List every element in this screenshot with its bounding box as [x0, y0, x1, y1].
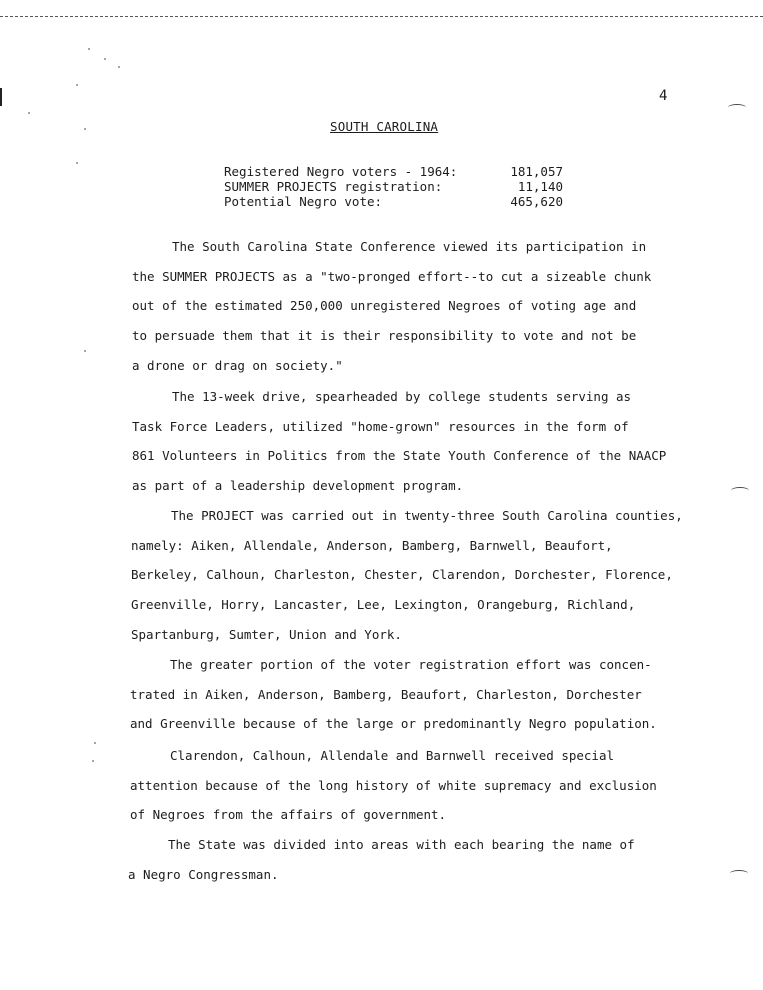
paragraph — [128, 830, 635, 889]
page-number: 4 — [659, 88, 668, 104]
text-line: as part of a leadership development program. — [132, 478, 464, 494]
binding-mark — [0, 88, 2, 106]
text-line: The PROJECT was carried out in twenty-three South Carolina counties, — [171, 508, 683, 523]
text-line: of Negroes from the affairs of government. — [130, 807, 447, 823]
stats-table — [224, 164, 569, 209]
scan-mark — [728, 104, 746, 111]
text-line: a drone or drag on society." — [132, 357, 343, 373]
scan-mark — [730, 870, 748, 877]
text-line: 861 Volunteers in Politics from the State Youth Conference of the NAACP — [132, 448, 667, 464]
text-line: Task Force Leaders, utilized "home-grown" resources in the form of — [132, 418, 629, 434]
text-line: Berkeley, Calhoun, Charleston, Chester, Clarendon, Dorchester, Florence, — [131, 567, 673, 583]
stat-value: 465,620 — [510, 194, 563, 209]
text-line: the SUMMER PROJECTS as a "two-pronged effort--to cut a sizeable chunk — [132, 268, 652, 284]
stat-value: 181,057 — [510, 164, 563, 179]
scan-speck — [94, 742, 96, 744]
scan-speck — [28, 112, 30, 114]
stat-label: SUMMER PROJECTS registration: — [224, 179, 443, 194]
scan-speck — [84, 350, 86, 352]
text-line: namely: Aiken, Allendale, Anderson, Bamberg, Barnwell, Beaufort, — [131, 537, 613, 553]
text-line: The State was divided into areas with each bearing the name of — [168, 837, 635, 852]
scan-speck — [84, 128, 86, 130]
scan-speck — [76, 84, 78, 86]
scan-speck — [88, 48, 90, 50]
text-line: to persuade them that it is their responsibility to vote and not be — [132, 328, 637, 344]
text-line: Clarendon, Calhoun, Allendale and Barnwell received special — [170, 748, 615, 763]
paragraph — [130, 650, 657, 739]
stat-row — [224, 194, 569, 209]
stat-label: Potential Negro vote: — [224, 194, 383, 209]
text-line: Spartanburg, Sumter, Union and York. — [131, 626, 402, 642]
text-line: The South Carolina State Conference viewed its participation in — [172, 239, 647, 254]
text-line: Greenville, Horry, Lancaster, Lee, Lexington, Orangeburg, Richland, — [131, 597, 636, 613]
paragraph — [132, 382, 666, 501]
text-line: attention because of the long history of white supremacy and exclusion — [130, 777, 657, 793]
text-line: The 13-week drive, spearheaded by college students serving as — [172, 389, 632, 404]
paragraph — [130, 741, 657, 830]
text-line: The greater portion of the voter registration effort was concen- — [170, 657, 652, 672]
stat-row — [224, 179, 569, 194]
scan-speck — [118, 66, 120, 68]
scan-speck — [104, 58, 106, 60]
text-line: trated in Aiken, Anderson, Bamberg, Beaufort, Charleston, Dorchester — [130, 686, 642, 702]
text-line: out of the estimated 250,000 unregistered Negroes of voting age and — [132, 298, 637, 314]
scan-speck — [92, 760, 94, 762]
page-top-edge — [0, 0, 763, 17]
text-line: a Negro Congressman. — [128, 866, 279, 882]
scan-speck — [76, 162, 78, 164]
page-title: SOUTH CAROLINA — [330, 119, 439, 134]
stat-label: Registered Negro voters - 1964: — [224, 164, 458, 179]
stat-row — [224, 164, 569, 179]
paragraph — [132, 232, 651, 380]
stat-value: 11,140 — [517, 179, 563, 194]
scan-mark — [731, 487, 749, 494]
paragraph — [131, 501, 683, 649]
text-line: and Greenville because of the large or predominantly Negro population. — [130, 716, 657, 732]
